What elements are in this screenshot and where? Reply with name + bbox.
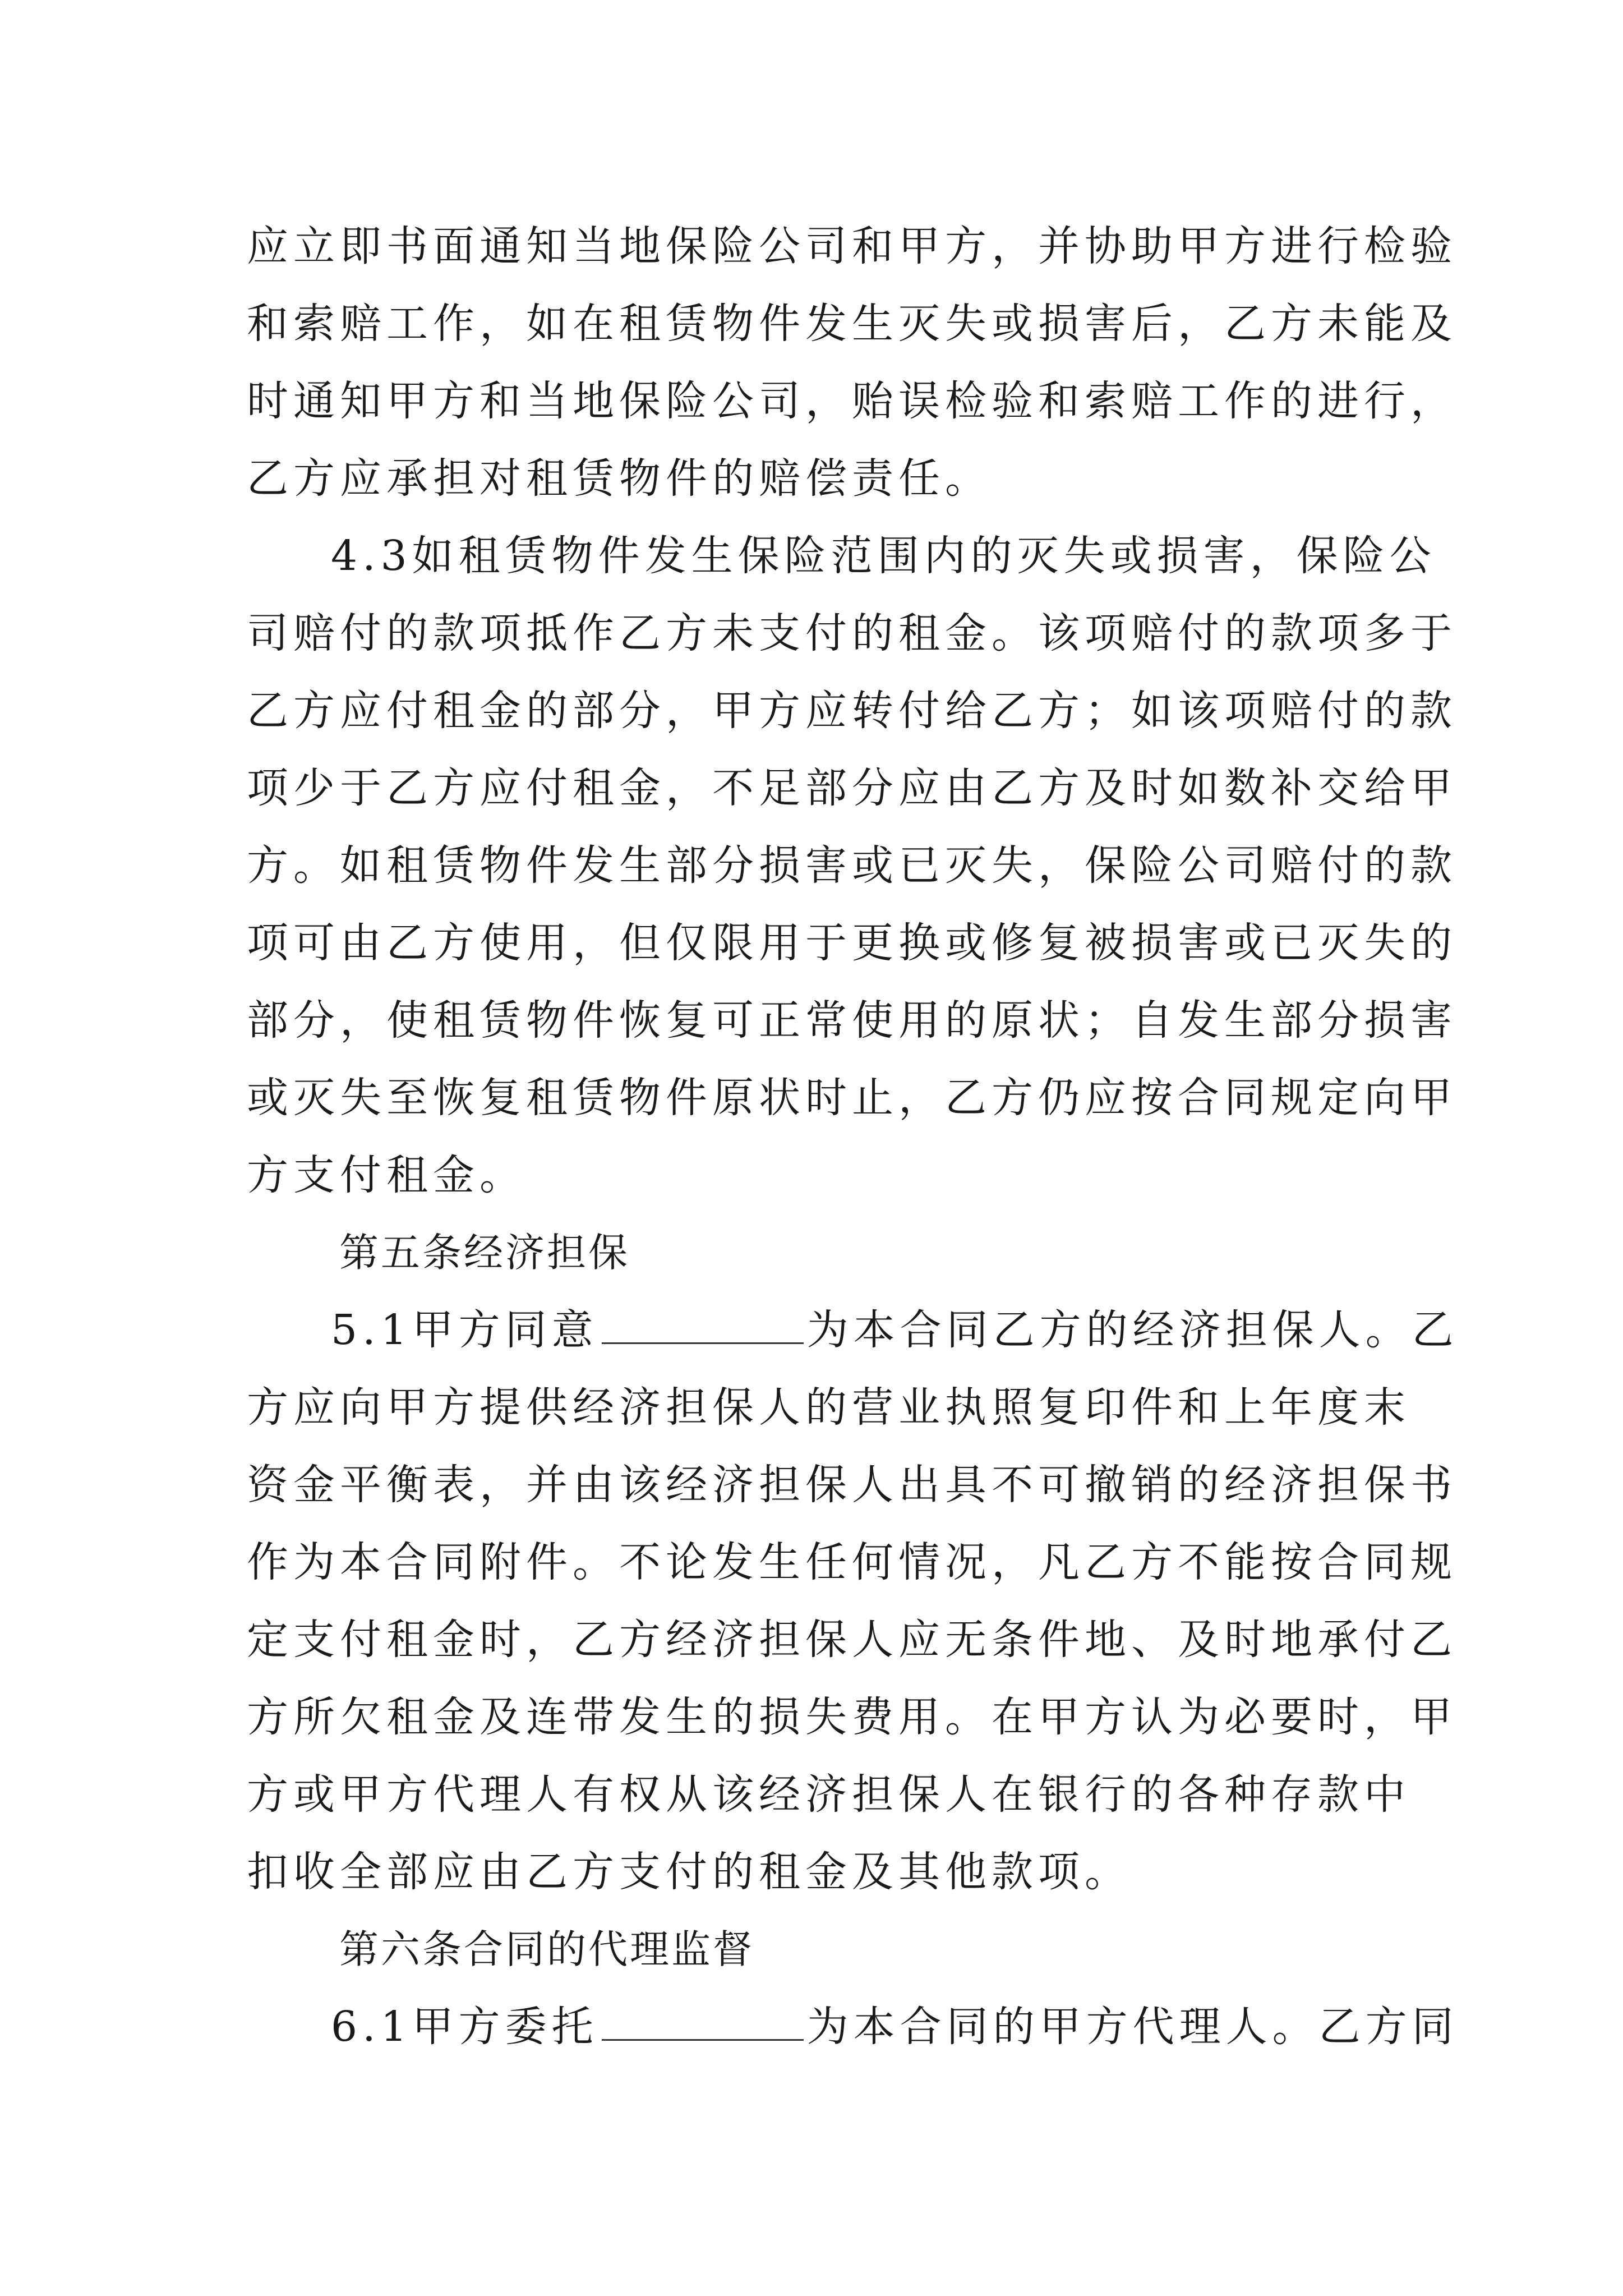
clause-5-1-line xyxy=(247,1291,1459,1369)
article-5-heading: 第五条经济担保 xyxy=(339,1230,630,1276)
paragraph-line: 乙方应承担对租赁物件的赔偿责任。 xyxy=(247,454,992,503)
paragraph-line: 或灭失至恢复租赁物件原状时止，乙方仍应按合同规定向甲 xyxy=(247,1074,1457,1122)
clause-6-1-line xyxy=(247,1988,1459,2065)
paragraph-line: 方或甲方代理人有权从该经济担保人在银行的各种存款中 xyxy=(247,1770,1410,1819)
paragraph-line: 应立即书面通知当地保险公司和甲方，并协助甲方进行检验 xyxy=(247,222,1457,270)
paragraph-line: 司赔付的款项抵作乙方未支付的租金。该项赔付的款项多于 xyxy=(247,609,1457,657)
clause-5-1-prefix: 5.1甲方同意 xyxy=(331,1306,598,1354)
paragraph-line: 乙方应付租金的部分，甲方应转付给乙方；如该项赔付的款 xyxy=(247,687,1457,735)
paragraph-line: 定支付租金时，乙方经济担保人应无条件地、及时地承付乙 xyxy=(247,1616,1457,1664)
clause-6-1-prefix: 6.1甲方委托 xyxy=(331,2003,598,2051)
paragraph-line: 项少于乙方应付租金，不足部分应由乙方及时如数补交给甲 xyxy=(247,764,1457,812)
clause-6-1-suffix: 为本合同的甲方代理人。乙方同 xyxy=(806,2003,1459,2051)
paragraph-line: 方支付租金。 xyxy=(247,1151,526,1199)
paragraph-line: 方所欠租金及连带发生的损失费用。在甲方认为必要时，甲 xyxy=(247,1693,1457,1741)
article-6-heading: 第六条合同的代理监督 xyxy=(339,1926,754,1972)
paragraph-line: 扣收全部应由乙方支付的租金及其他款项。 xyxy=(247,1848,1131,1896)
paragraph-line: 时通知甲方和当地保险公司，贻误检验和索赔工作的进行， xyxy=(247,377,1457,425)
paragraph-line: 部分，使租赁物件恢复可正常使用的原状；自发生部分损害 xyxy=(247,996,1457,1045)
paragraph-line: 项可由乙方使用，但仅限用于更换或修复被损害或已灭失的 xyxy=(247,919,1457,967)
agent-blank xyxy=(602,2002,804,2041)
clause-5-1-suffix: 为本合同乙方的经济担保人。乙 xyxy=(806,1306,1459,1354)
paragraph-line: 方应向甲方提供经济担保人的营业执照复印件和上年度末 xyxy=(247,1383,1410,1432)
paragraph-line: 作为本合同附件。不论发生任何情况，凡乙方不能按合同规 xyxy=(247,1538,1457,1586)
clause-4-3-line: 4.3如租赁物件发生保险范围内的灭失或损害，保险公 xyxy=(331,532,1436,580)
guarantor-blank xyxy=(602,1305,804,1344)
paragraph-line: 和索赔工作，如在租赁物件发生灭失或损害后，乙方未能及 xyxy=(247,300,1457,348)
document-page xyxy=(247,208,1459,2065)
paragraph-line: 资金平衡表，并由该经济担保人出具不可撤销的经济担保书 xyxy=(247,1461,1457,1509)
paragraph-line: 方。如租赁物件发生部分损害或已灭失，保险公司赔付的款 xyxy=(247,841,1457,890)
